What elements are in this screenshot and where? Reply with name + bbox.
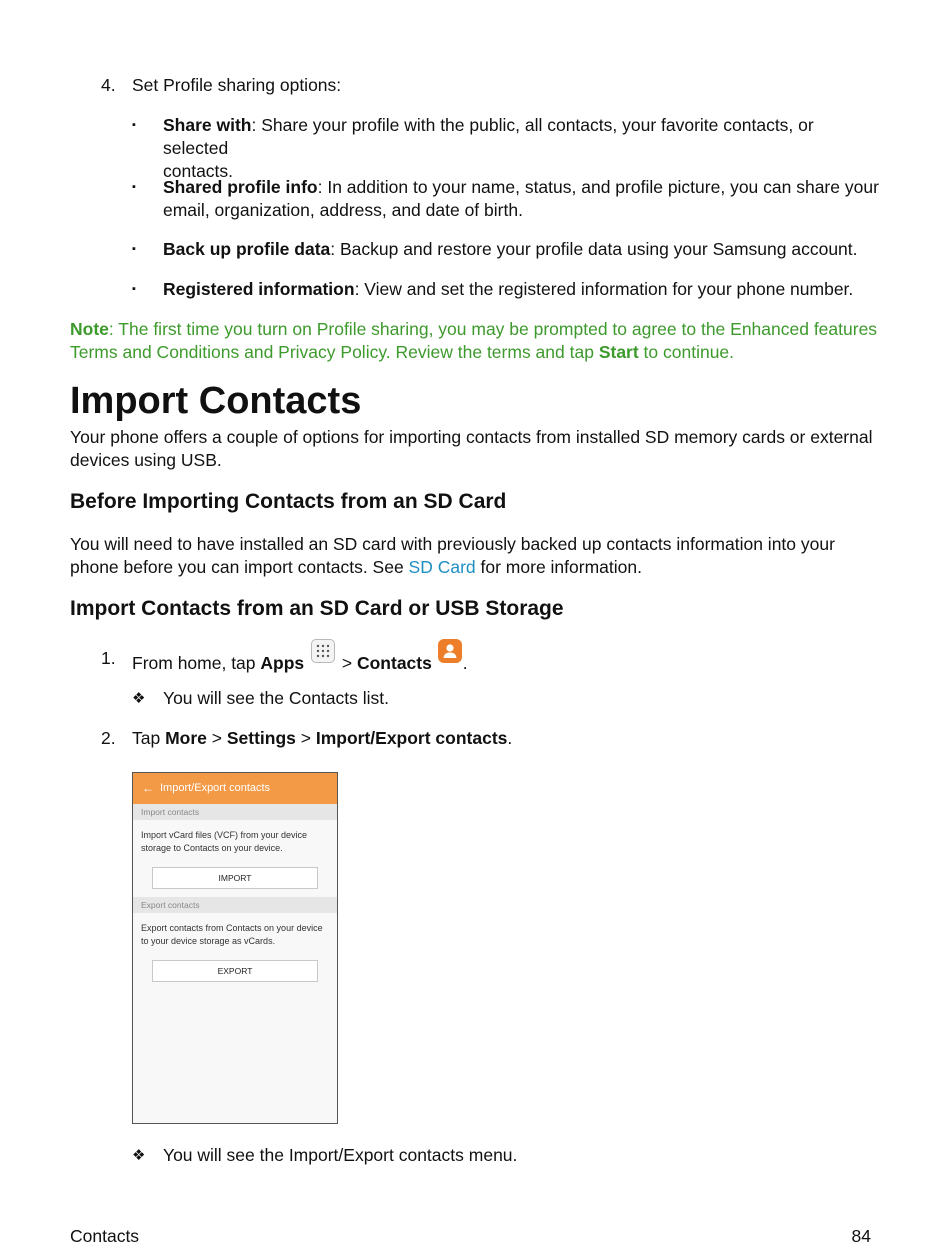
option-term: Shared profile info: [163, 177, 318, 197]
note-paragraph: Note: The first time you turn on Profile sharing, you may be prompted to agree to the Enhanced features Terms and Conditions and Privacy Policy. Review the terms and tap Start to continue.: [70, 319, 878, 362]
apps-icon: [311, 639, 335, 663]
step-number: 4.: [101, 75, 116, 95]
export-button[interactable]: EXPORT: [152, 960, 318, 982]
contacts-icon: [438, 639, 462, 663]
step-1-result: You will see the Contacts list.: [163, 688, 389, 708]
result-diamond-icon: ❖: [132, 690, 146, 707]
before-import-heading: Before Importing Contacts from an SD Card: [70, 490, 507, 513]
phone-screenshot: [132, 772, 338, 1124]
option-term: Share with: [163, 115, 252, 135]
export-description: Export contacts from Contacts on your device to your device storage as vCards.: [141, 923, 323, 946]
bullet-square: ▪: [132, 181, 136, 193]
step-number: 1.: [101, 648, 116, 668]
note-label: Note: [70, 319, 109, 339]
step-number: 2.: [101, 728, 116, 748]
option-registered-information: Registered information: View and set the registered information for your phone number.: [163, 279, 854, 299]
option-share-with: Share with: Share your profile with the public, all contacts, your favorite contacts, or selected contacts.: [163, 115, 814, 181]
option-term: Back up profile data: [163, 239, 331, 259]
phone-app-bar: [133, 773, 337, 804]
import-button[interactable]: IMPORT: [152, 867, 318, 889]
export-section-header: Export contacts: [133, 897, 337, 913]
import-section-header: Import contacts: [133, 804, 337, 820]
step-2-text: Tap More > Settings > Import/Export contacts.: [132, 728, 513, 748]
page-number: 84: [851, 1226, 871, 1246]
section-title: Import Contacts: [70, 380, 362, 422]
bullet-square: ▪: [132, 243, 136, 255]
option-back-up-profile-data: Back up profile data: Backup and restore your profile data using your Samsung account.: [163, 239, 858, 259]
import-heading: Import Contacts from an SD Card or USB Storage: [70, 597, 564, 620]
back-arrow-icon[interactable]: ←: [142, 781, 154, 795]
import-description: Import vCard files (VCF) from your device storage to Contacts on your device.: [141, 830, 308, 853]
footer-section: Contacts: [70, 1226, 140, 1246]
before-import-paragraph: You will need to have installed an SD card with previously backed up contacts information into your phone before you can import contacts. See SD Card for more information.: [70, 534, 835, 577]
option-term: Registered information: [163, 279, 355, 299]
section-intro: Your phone offers a couple of options for importing contacts from installed SD memory cards or external devices using USB.: [70, 427, 873, 470]
sd-card-link[interactable]: SD Card: [408, 557, 476, 577]
bullet-square: ▪: [132, 119, 136, 131]
bullet-square: ▪: [132, 283, 136, 295]
phone-title: Import/Export contacts: [160, 782, 271, 794]
option-shared-profile-info: Shared profile info: In addition to your name, status, and profile picture, you can share your email, organization, address, and date of birth.: [163, 177, 879, 220]
result-diamond-icon: ❖: [132, 1147, 146, 1164]
step-1-text: From home, tap Apps > Contacts .: [132, 647, 468, 675]
step-text: Set Profile sharing options:: [132, 75, 342, 95]
step-2-result: You will see the Import/Export contacts menu.: [163, 1145, 518, 1165]
